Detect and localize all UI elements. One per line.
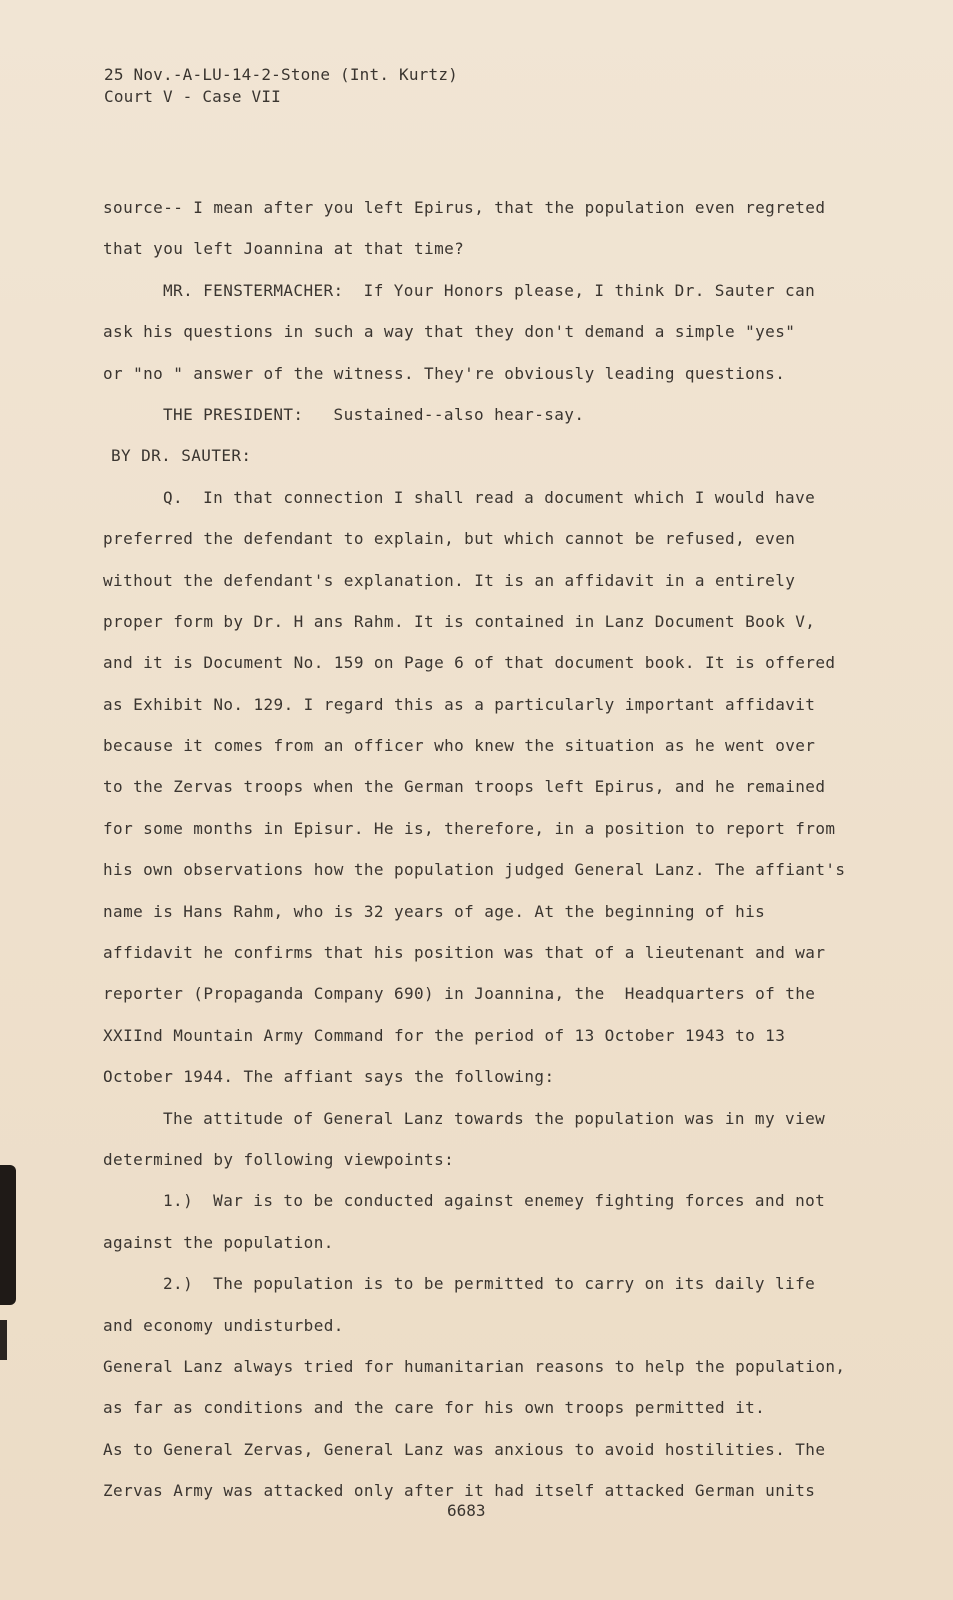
transcript-line: source-- I mean after you left Epirus, that the population even regreted <box>103 198 826 217</box>
transcript-line: because it comes from an officer who knew the situation as he went over <box>103 736 816 756</box>
transcript-body <box>103 187 883 1512</box>
binding-edge-mark <box>0 1165 16 1305</box>
transcript-line: and it is Document No. 159 on Page 6 of that document book. It is offered <box>103 653 836 673</box>
examination-heading: BY DR. SAUTER: <box>111 446 252 466</box>
affidavit-line: General Lanz always tried for humanitarian reasons to help the population, <box>103 1356 846 1376</box>
question-line: Q. In that connection I shall read a document which I would have <box>163 487 816 507</box>
transcript-line: his own observations how the population judged General Lanz. The affiant's <box>103 860 846 880</box>
transcript-line: as Exhibit No. 129. I regard this as a particularly important affidavit <box>103 694 816 714</box>
transcript-line: affidavit he confirms that his position was that of a lieutenant and war <box>103 943 826 963</box>
transcript-line: or "no " answer of the witness. They're obviously leading questions. <box>103 363 786 383</box>
affidavit-list-item-1: 1.) War is to be conducted against enemey fighting forces and not <box>163 1191 826 1211</box>
affidavit-line: against the population. <box>103 1232 334 1252</box>
transcript-line: reporter (Propaganda Company 690) in Joannina, the Headquarters of the <box>103 984 816 1004</box>
affidavit-line: The attitude of General Lanz towards the population was in my view <box>163 1108 826 1128</box>
transcript-line: to the Zervas troops when the German troops left Epirus, and he remained <box>103 777 826 797</box>
document-header <box>104 64 458 108</box>
transcript-line: that you left Joannina at that time? <box>103 239 465 259</box>
affidavit-line: and economy undisturbed. <box>103 1315 344 1335</box>
transcript-line: preferred the defendant to explain, but which cannot be refused, even <box>103 529 796 549</box>
transcript-line: name is Hans Rahm, who is 32 years of age. At the beginning of his <box>103 901 766 921</box>
affidavit-line: as far as conditions and the care for his own troops permitted it. <box>103 1398 766 1418</box>
affidavit-line: Zervas Army was attacked only after it had itself attacked German units <box>103 1481 816 1501</box>
speaker-line-president: THE PRESIDENT: Sustained--also hear-say. <box>163 404 585 424</box>
affidavit-line: determined by following viewpoints: <box>103 1149 455 1169</box>
header-court-line: Court V - Case VII <box>104 87 281 106</box>
affidavit-line: As to General Zervas, General Lanz was anxious to avoid hostilities. The <box>103 1439 826 1459</box>
transcript-line: October 1944. The affiant says the following: <box>103 1067 555 1087</box>
transcript-line: proper form by Dr. H ans Rahm. It is contained in Lanz Document Book V, <box>103 611 816 631</box>
transcript-line: without the defendant's explanation. It is an affidavit in a entirely <box>103 570 796 590</box>
transcript-line: XXIInd Mountain Army Command for the period of 13 October 1943 to 13 <box>103 1025 786 1045</box>
affidavit-list-item-2: 2.) The population is to be permitted to carry on its daily life <box>163 1274 816 1294</box>
header-docket-line: 25 Nov.-A-LU-14-2-Stone (Int. Kurtz) <box>104 65 458 84</box>
transcript-line: for some months in Episur. He is, therefore, in a position to report from <box>103 818 836 838</box>
transcript-line: ask his questions in such a way that they don't demand a simple "yes" <box>103 322 796 342</box>
binding-edge-speck <box>0 1320 7 1360</box>
speaker-line-fenstermacher: MR. FENSTERMACHER: If Your Honors please, I think Dr. Sauter can <box>163 280 816 300</box>
page-number: 6683 <box>447 1501 486 1520</box>
